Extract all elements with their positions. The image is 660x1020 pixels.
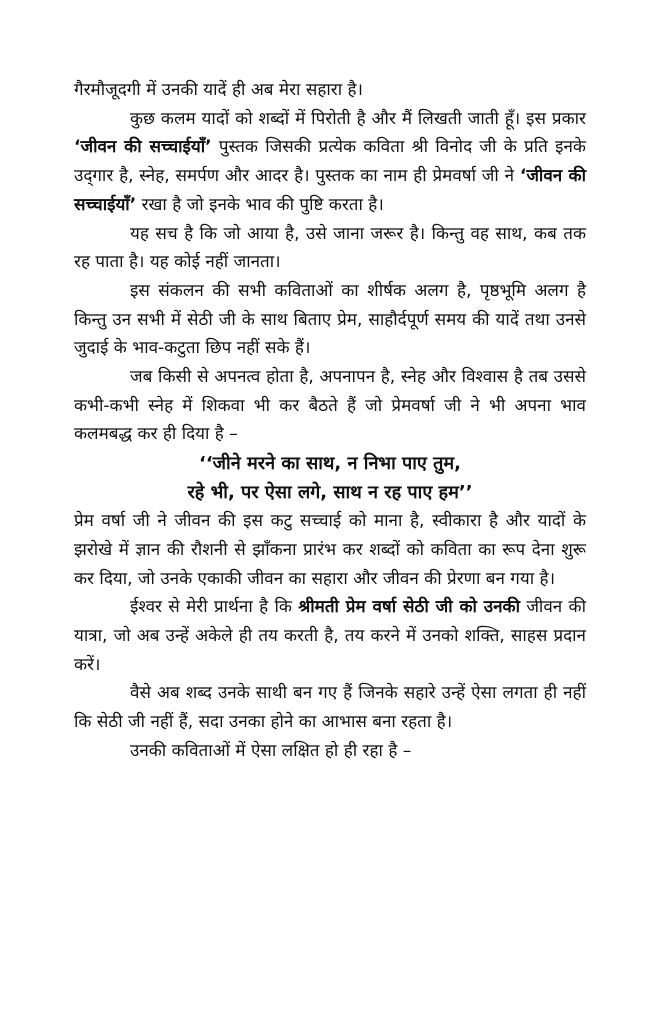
paragraph xyxy=(74,363,586,449)
paragraph-text: इस संकलन की सभी कविताओं का शीर्षक अलग है, पृष्ठभूमि अलग है किन्तु उन सभी में सेठी जी के साथ बिताए प्रेम, साहौर्दपूर्ण समय की यादें तथा उनसे जुदाई के भाव-कटुता छिप नहीं सके हैं। xyxy=(74,280,586,359)
paragraph xyxy=(74,220,586,277)
book-title: ‘जीवन की सच्चाईयाँ’ xyxy=(74,137,212,158)
paragraph-text: जब किसी से अपनत्व होता है, अपनापन है, स्नेह और विश्वास है तब उससे कभी-कभी स्नेह में शिकवा भी कर बैठते हैं जो प्रेमवर्षा जी ने भी अपना भाव कलमबद्ध कर ही दिया है – xyxy=(74,367,586,445)
paragraph-text: जीवन की यात्रा, जो अब उन्हें अकेले ही तय करती है, तय करने में उनको शक्ति, साहस प्रदान करें। xyxy=(74,597,587,675)
book-title: ‘जीवन की सच्चाईयाँ’ xyxy=(74,166,586,215)
paragraph-text: यह सच है कि जो आया है, उसे जाना जरूर है। किन्तु वह साथ, कब तक रह पाता है। यह कोई नहीं जानता। xyxy=(74,223,586,273)
paragraph-text: गैरमौजूदगी में उनकी यादें ही अब मेरा सहारा है। xyxy=(74,80,363,100)
paragraph xyxy=(74,105,586,220)
paragraph xyxy=(74,593,586,679)
paragraph xyxy=(74,737,586,766)
paragraph-text: प्रेम वर्षा जी ने जीवन की इस कटु सच्चाई को माना है, स्वीकारा है और यादों के झरोखे में ज्ञान की रौशनी से झाँकना प्रारंभ कर शब्दों को कविता का रूप देना शुरू कर दिया, जो उनके एकाकी जीवन का सहारा और जीवन की प्रेरणा बन गया है। xyxy=(74,511,586,589)
paragraph xyxy=(74,679,586,736)
quote-line: ‘‘जीने मरने का साथ, न निभा पाए तुम, xyxy=(199,453,461,475)
paragraph xyxy=(74,76,586,105)
paragraph-text: उनकी कविताओं में ऐसा लक्षित हो ही रहा है – xyxy=(130,740,412,761)
quote-line: रहे भी, पर ऐसा लगे, साथ न रह पाए हम’’ xyxy=(187,482,473,504)
paragraph xyxy=(74,277,586,363)
dedicatee-name: श्रीमती प्रेम वर्षा सेठी जी को उनकी xyxy=(298,597,520,618)
document-page xyxy=(74,76,586,765)
paragraph-text: पुस्तक जिसकी प्रत्येक कविता श्री विनोद जी के प्रति इनके उद्‌गार है, स्नेह, समर्पण और आदर है। पुस्तक का नाम ही प्रेमवर्षा जी ने xyxy=(74,137,586,187)
paragraph-text: ईश्वर से मेरी प्रार्थना है कि xyxy=(130,597,299,618)
paragraph-text: रखा है जो इनके भाव की पुष्टि करता है। xyxy=(136,194,384,215)
paragraph-text: वैसे अब शब्द उनके साथी बन गए हैं जिनके सहारे उन्हें ऐसा लगता ही नहीं कि सेठी जी नहीं हैं, सदा उनका होने का आभास बना रहता है। xyxy=(74,683,586,733)
paragraph xyxy=(74,507,586,593)
paragraph-text: कुछ कलम यादों को शब्दों में पिरोती है और मैं लिखती जाती हूँ। इस प्रकार xyxy=(130,108,586,129)
